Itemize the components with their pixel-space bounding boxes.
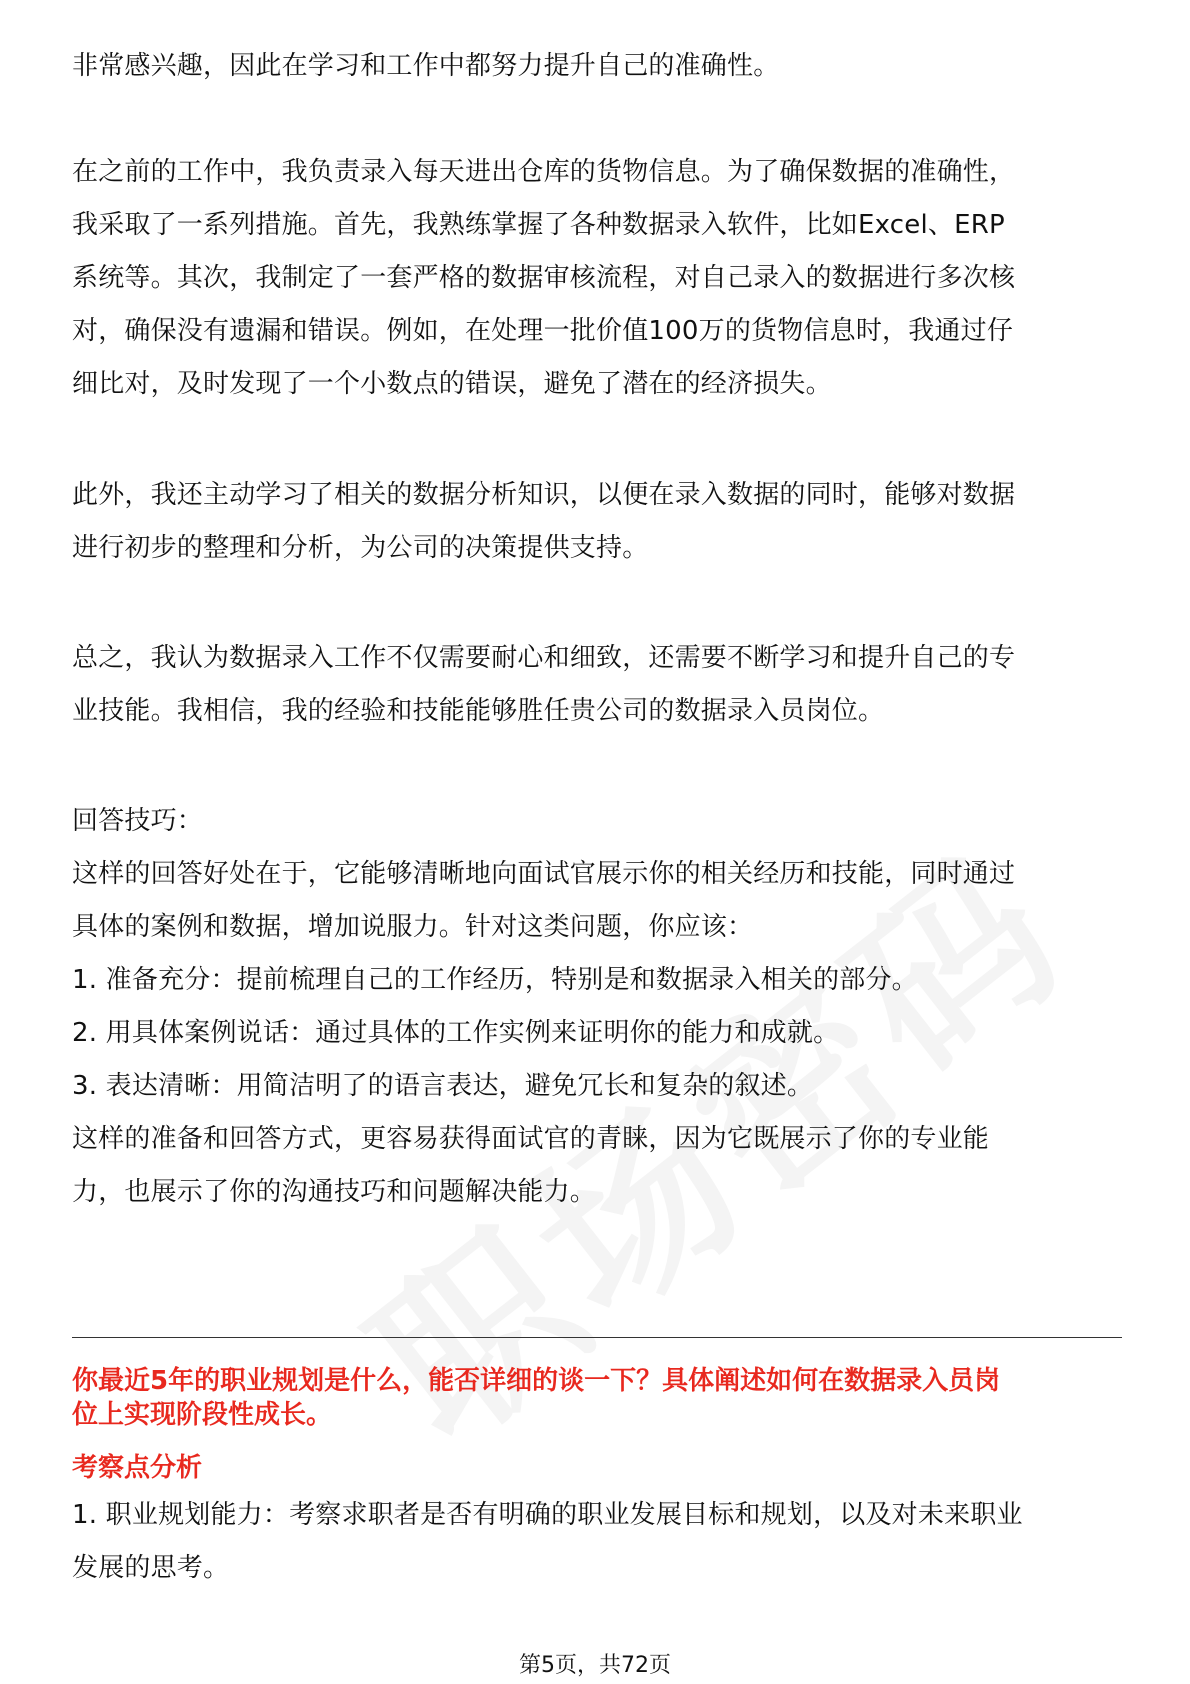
body-line: 力，也展示了你的沟通技巧和问题解决能力。 [72,1177,597,1207]
body-line: 这样的准备和回答方式，更容易获得面试官的青睐，因为它既展示了你的专业能 [72,1124,990,1154]
section-heading: 考察点分析 [72,1453,203,1483]
body-line: 细比对，及时发现了一个小数点的错误，避免了潜在的经济损失。 [72,369,832,399]
page-number: 第5页，共72页 [519,1653,671,1678]
list-item: 1. 准备充分：提前梳理自己的工作经历，特别是和数据录入相关的部分。 [72,965,918,995]
analysis-line: 1. 职业规划能力：考察求职者是否有明确的职业发展目标和规划，以及对未来职业 [72,1500,1023,1530]
list-item: 2. 用具体案例说话：通过具体的工作实例来证明你的能力和成就。 [72,1018,840,1048]
body-line: 非常感兴趣，因此在学习和工作中都努力提升自己的准确性。 [72,51,780,81]
body-line: 这样的回答好处在于，它能够清晰地向面试官展示你的相关经历和技能，同时通过 [72,859,1016,889]
body-line: 此外，我还主动学习了相关的数据分析知识，以便在录入数据的同时，能够对数据 [72,480,1016,510]
body-line: 业技能。我相信，我的经验和技能能够胜任贵公司的数据录入员岗位。 [72,696,885,726]
body-line: 进行初步的整理和分析，为公司的决策提供支持。 [72,533,649,563]
body-line: 对，确保没有遗漏和错误。例如，在处理一批价值100万的货物信息时，我通过仔 [72,316,1014,346]
analysis-line: 发展的思考。 [72,1553,230,1583]
tips-heading: 回答技巧： [72,806,204,836]
body-line: 具体的案例和数据，增加说服力。针对这类问题，你应该： [72,912,754,942]
section-divider [72,1337,1122,1338]
body-line: 系统等。其次，我制定了一套严格的数据审核流程，对自己录入的数据进行多次核 [72,263,1016,293]
list-item: 3. 表达清晰：用简洁明了的语言表达，避免冗长和复杂的叙述。 [72,1071,814,1101]
body-line: 在之前的工作中，我负责录入每天进出仓库的货物信息。为了确保数据的准确性， [72,157,1016,187]
question-line: 位上实现阶段性成长。 [72,1400,333,1430]
body-line: 总之，我认为数据录入工作不仅需要耐心和细致，还需要不断学习和提升自己的专 [72,643,1016,673]
body-line: 我采取了一系列措施。首先，我熟练掌握了各种数据录入软件，比如Excel、ERP [72,210,1005,240]
question-line: 你最近5年的职业规划是什么，能否详细的谈一下？具体阐述如何在数据录入员岗 [72,1366,1001,1396]
